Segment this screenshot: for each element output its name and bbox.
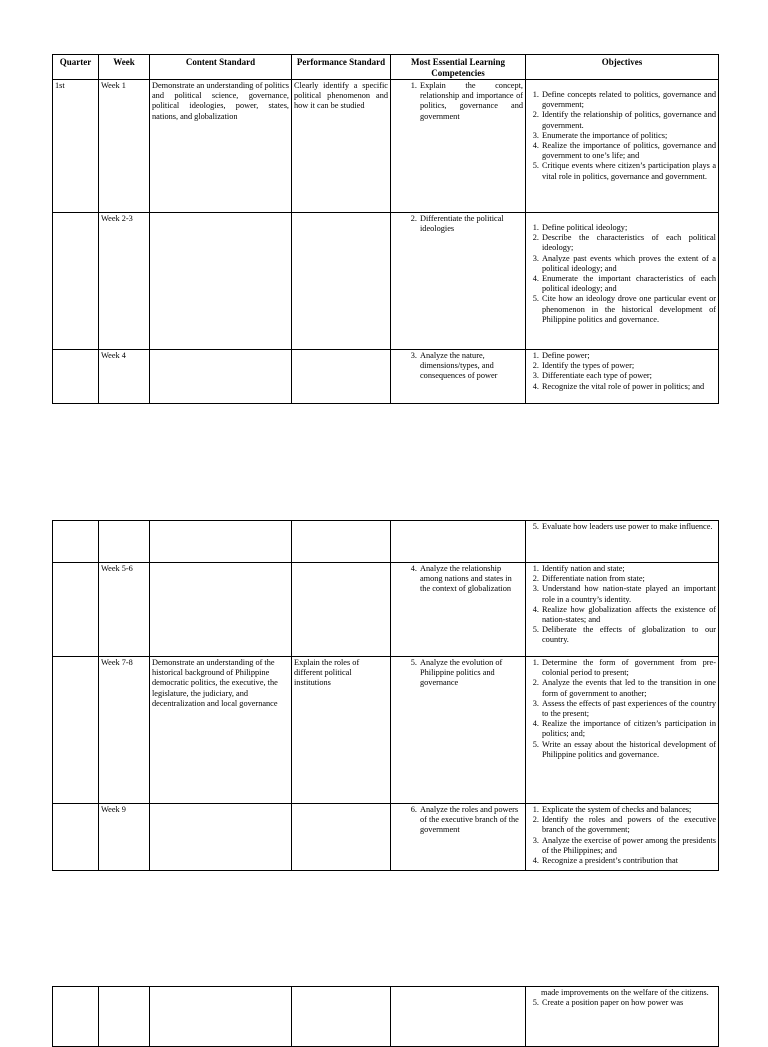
content-standard-cell: [150, 804, 292, 871]
content-standard-cell: [150, 987, 292, 1047]
melc-cell: [391, 804, 526, 871]
objective-item: 2. Analyze the events that led to the transition in one form of government to another;: [541, 678, 716, 698]
melc-item: 3. Analyze the nature, dimensions/types, and consequences of power: [419, 351, 523, 382]
melc-item: 4. Analyze the relationship among nations and states in the context of globalization: [419, 564, 523, 595]
content-standard-cell: Demonstrate an understanding of the historical background of Philippine democratic politics, the executive, the legislature, the judiciary, and decentralization and local governance: [150, 657, 292, 804]
melc-cell: [391, 213, 526, 350]
header-quarter: Quarter: [53, 55, 99, 80]
quarter-cell: 1st: [53, 80, 99, 213]
objective-item: 1. Define concepts related to politics, governance and government;: [541, 90, 716, 110]
table-row: [53, 521, 719, 563]
week-cell: Week 2-3: [99, 213, 150, 350]
header-row: [53, 55, 719, 80]
week-cell: [99, 521, 150, 563]
objective-item: 1. Explicate the system of checks and balances;: [541, 805, 716, 815]
performance-standard-cell: Explain the roles of different political institutions: [292, 657, 391, 804]
objective-item: 2. Differentiate nation from state;: [541, 574, 716, 584]
quarter-cell: [53, 521, 99, 563]
table-row: [53, 563, 719, 657]
performance-standard-cell: [292, 987, 391, 1047]
curriculum-table-page3: [52, 986, 719, 1047]
objectives-cell: [526, 987, 719, 1047]
header-objectives: Objectives: [526, 55, 719, 80]
header-melc: Most Essential Learning Competencies: [391, 55, 526, 80]
header-week: Week: [99, 55, 150, 80]
objective-item: 5. Evaluate how leaders use power to make influence.: [541, 522, 716, 532]
objective-item: 3. Differentiate each type of power;: [541, 371, 716, 381]
objective-item: 2. Describe the characteristics of each political ideology;: [541, 233, 716, 253]
quarter-cell: [53, 987, 99, 1047]
objective-item: 2. Identify the roles and powers of the executive branch of the government;: [541, 815, 716, 835]
objectives-cell: [526, 657, 719, 804]
performance-standard-cell: [292, 563, 391, 657]
performance-standard-cell: Clearly identify a specific political phenomenon and how it can be studied: [292, 80, 391, 213]
objective-item: 5. Critique events where citizen’s participation plays a vital role in politics, governance and government.: [541, 161, 716, 181]
table-row: [53, 80, 719, 213]
objectives-cell: [526, 80, 719, 213]
melc-cell: [391, 521, 526, 563]
week-cell: Week 5-6: [99, 563, 150, 657]
curriculum-table-page2: [52, 520, 719, 871]
objective-item: 1. Define power;: [541, 351, 716, 361]
melc-cell: [391, 563, 526, 657]
content-standard-cell: [150, 563, 292, 657]
objective-item: 5. Cite how an ideology drove one particular event or phenomenon in the historical development of Philippine politics and governance.: [541, 294, 716, 325]
objectives-cell: [526, 563, 719, 657]
performance-standard-cell: [292, 804, 391, 871]
table-row: [53, 213, 719, 350]
objectives-cell: [526, 213, 719, 350]
melc-cell: [391, 80, 526, 213]
objective-item: 2. Identify the relationship of politics, governance and government.: [541, 110, 716, 130]
header-content-standard: Content Standard: [150, 55, 292, 80]
curriculum-table-page1: [52, 54, 719, 404]
objective-item: 3. Analyze the exercise of power among the presidents of the Philippines; and: [541, 836, 716, 856]
objective-item: 3. Analyze past events which proves the extent of a political ideology; and: [541, 254, 716, 274]
objective-item: 5. Deliberate the effects of globalization to our country.: [541, 625, 716, 645]
objective-item: 4. Recognize a president’s contribution that: [541, 856, 716, 866]
content-standard-cell: [150, 521, 292, 563]
objective-item: 3. Understand how nation-state played an important role in a country’s identity.: [541, 584, 716, 604]
table-row: [53, 804, 719, 871]
quarter-cell: [53, 657, 99, 804]
objective-item: 4. Enumerate the important characteristics of each political ideology; and: [541, 274, 716, 294]
objective-item: 1. Identify nation and state;: [541, 564, 716, 574]
table-row: [53, 350, 719, 404]
content-standard-cell: Demonstrate an understanding of politics and political science, governance, political ideologies, power, states, nations, and globalization: [150, 80, 292, 213]
objective-item: 4. Realize the importance of politics, governance and government to one’s life; and: [541, 141, 716, 161]
melc-cell: [391, 987, 526, 1047]
melc-item: 6. Analyze the roles and powers of the executive branch of the government: [419, 805, 523, 836]
melc-cell: [391, 350, 526, 404]
performance-standard-cell: [292, 350, 391, 404]
objectives-cell: [526, 350, 719, 404]
objectives-cell: [526, 521, 719, 563]
objective-item: 4. Recognize the vital role of power in politics; and: [541, 382, 716, 392]
objectives-cell: [526, 804, 719, 871]
performance-standard-cell: [292, 213, 391, 350]
melc-item: 5. Analyze the evolution of Philippine politics and governance: [419, 658, 523, 689]
objective-item: 2. Identify the types of power;: [541, 361, 716, 371]
objective-item: 3. Assess the effects of past experiences of the country to the present;: [541, 699, 716, 719]
objective-item: 1. Define political ideology;: [541, 223, 716, 233]
objective-item: 4. Realize the importance of citizen’s participation in politics; and;: [541, 719, 716, 739]
content-standard-cell: [150, 213, 292, 350]
week-cell: Week 9: [99, 804, 150, 871]
quarter-cell: [53, 350, 99, 404]
performance-standard-cell: [292, 521, 391, 563]
content-standard-cell: [150, 350, 292, 404]
objective-item: 4. Realize how globalization affects the existence of nation-states; and: [541, 605, 716, 625]
quarter-cell: [53, 563, 99, 657]
objective-continuation: made improvements on the welfare of the citizens.: [541, 988, 709, 997]
quarter-cell: [53, 804, 99, 871]
table-row: [53, 657, 719, 804]
week-cell: Week 7-8: [99, 657, 150, 804]
objective-item: 1. Determine the form of government from pre-colonial period to present;: [541, 658, 716, 678]
melc-item: 2. Differentiate the political ideologies: [419, 214, 523, 234]
header-performance-standard: Performance Standard: [292, 55, 391, 80]
objective-item: 5. Write an essay about the historical development of Philippine politics and governance.: [541, 740, 716, 760]
table-row: [53, 987, 719, 1047]
quarter-cell: [53, 213, 99, 350]
week-cell: [99, 987, 150, 1047]
week-cell: Week 4: [99, 350, 150, 404]
objective-item: 3. Enumerate the importance of politics;: [541, 131, 716, 141]
week-cell: Week 1: [99, 80, 150, 213]
melc-item: 1. Explain the concept, relationship and importance of politics, governance and government: [419, 81, 523, 122]
objective-item: 5. Create a position paper on how power was: [541, 998, 716, 1008]
melc-cell: [391, 657, 526, 804]
